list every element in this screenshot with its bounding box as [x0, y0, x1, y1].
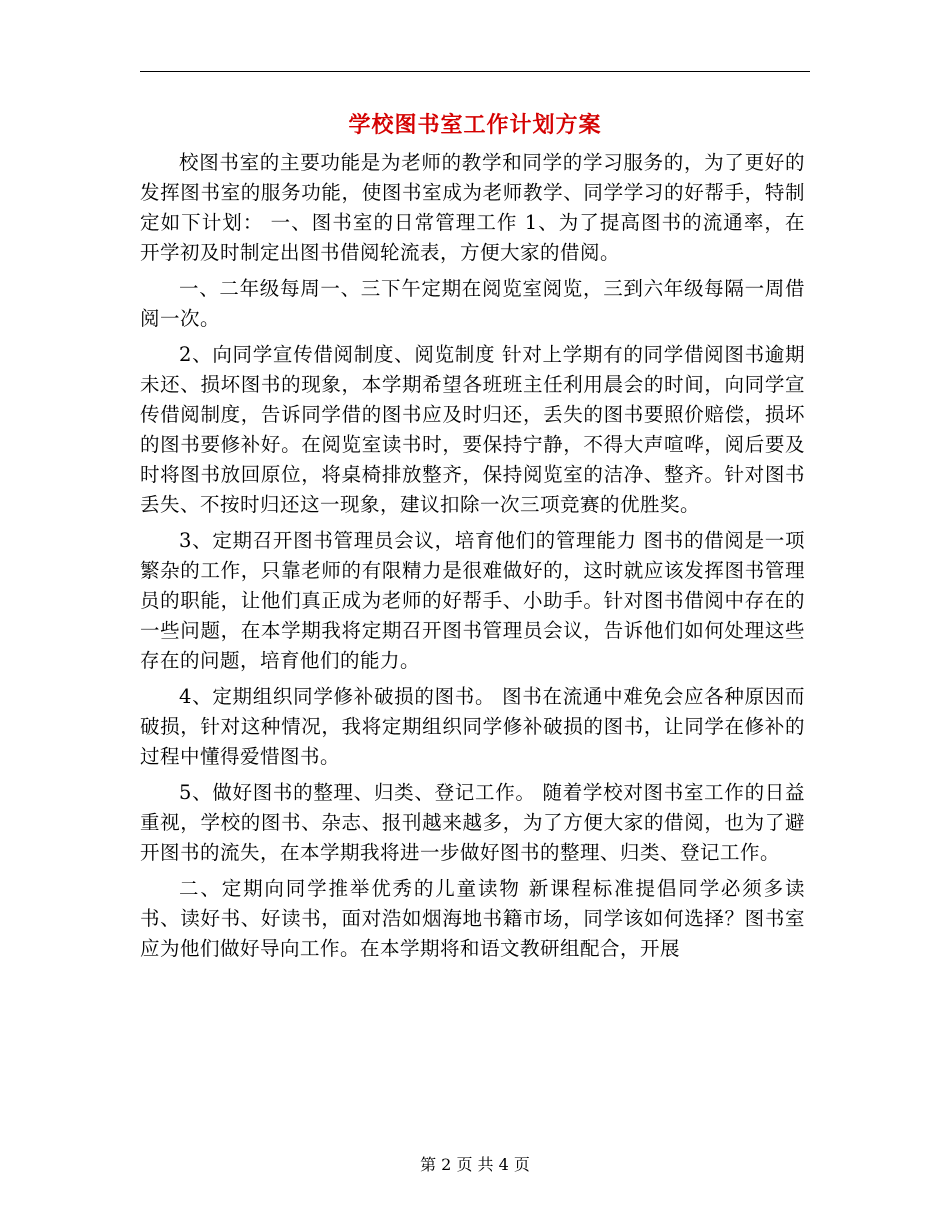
paragraph-item-3: 3、定期召开图书管理员会议，培育他们的管理能力 图书的借阅是一项繁杂的工作，只靠老师的有限精力是很难做好的，这时就应该发挥图书管理员的职能，让他们真正成为老师的好帮手、小助手。针对图书借阅中存在的一些问题，在本学期我将定期召开图书管理员会议，告诉他们如何处理这些存在的问题，培育他们的能力。: [140, 529, 805, 672]
paragraph-item-2: 2、向同学宣传借阅制度、阅览制度 针对上学期有的同学借阅图书逾期未还、损坏图书的现象，本学期希望各班班主任利用晨会的时间，向同学宣传借阅制度，告诉同学借的图书应及时归还，丢失的图书要照价赔偿，损坏的图书要修补好。在阅览室读书时，要保持宁静，不得大声喧哗，阅后要及时将图书放回原位，将桌椅排放整齐，保持阅览室的洁净、整齐。针对图书丢失、不按时归还这一现象，建议扣除一次三项竞赛的优胜奖。: [140, 343, 805, 516]
page-footer: 第 2 页 共 4 页: [420, 1155, 530, 1174]
paragraph-grade-schedule: 一、二年级每周一、三下午定期在阅览室阅览，三到六年级每隔一周借阅一次。: [140, 277, 805, 330]
paragraph-item-4: 4、定期组织同学修补破损的图书。 图书在流通中难免会应各种原因而破损，针对这种情况，我将定期组织同学修补破损的图书，让同学在修补的过程中懂得爱惜图书。: [140, 685, 805, 768]
document-title: 学校图书室工作计划方案: [348, 112, 602, 138]
header-rule: [140, 71, 810, 72]
paragraph-intro: 校图书室的主要功能是为老师的教学和同学的学习服务的，为了更好的发挥图书室的服务功能，使图书室成为老师教学、同学学习的好帮手，特制定如下计划： 一、图书室的日常管理工作 1、为了提高图书的流通率，在开学初及时制定出图书借阅轮流表，方便大家的借阅。: [140, 151, 805, 264]
document-body: [140, 148, 805, 970]
paragraph-section-2: 二、定期向同学推举优秀的儿童读物 新课程标准提倡同学必须多读书、读好书、好读书，面对浩如烟海地书籍市场，同学该如何选择？图书室应为他们做好导向工作。在本学期将和语文教研组配合，开展: [140, 877, 805, 960]
paragraph-item-5: 5、做好图书的整理、归类、登记工作。 随着学校对图书室工作的日益重视，学校的图书、杂志、报刊越来越多，为了方便大家的借阅，也为了避开图书的流失，在本学期我将进一步做好图书的整理、归类、登记工作。: [140, 781, 805, 864]
